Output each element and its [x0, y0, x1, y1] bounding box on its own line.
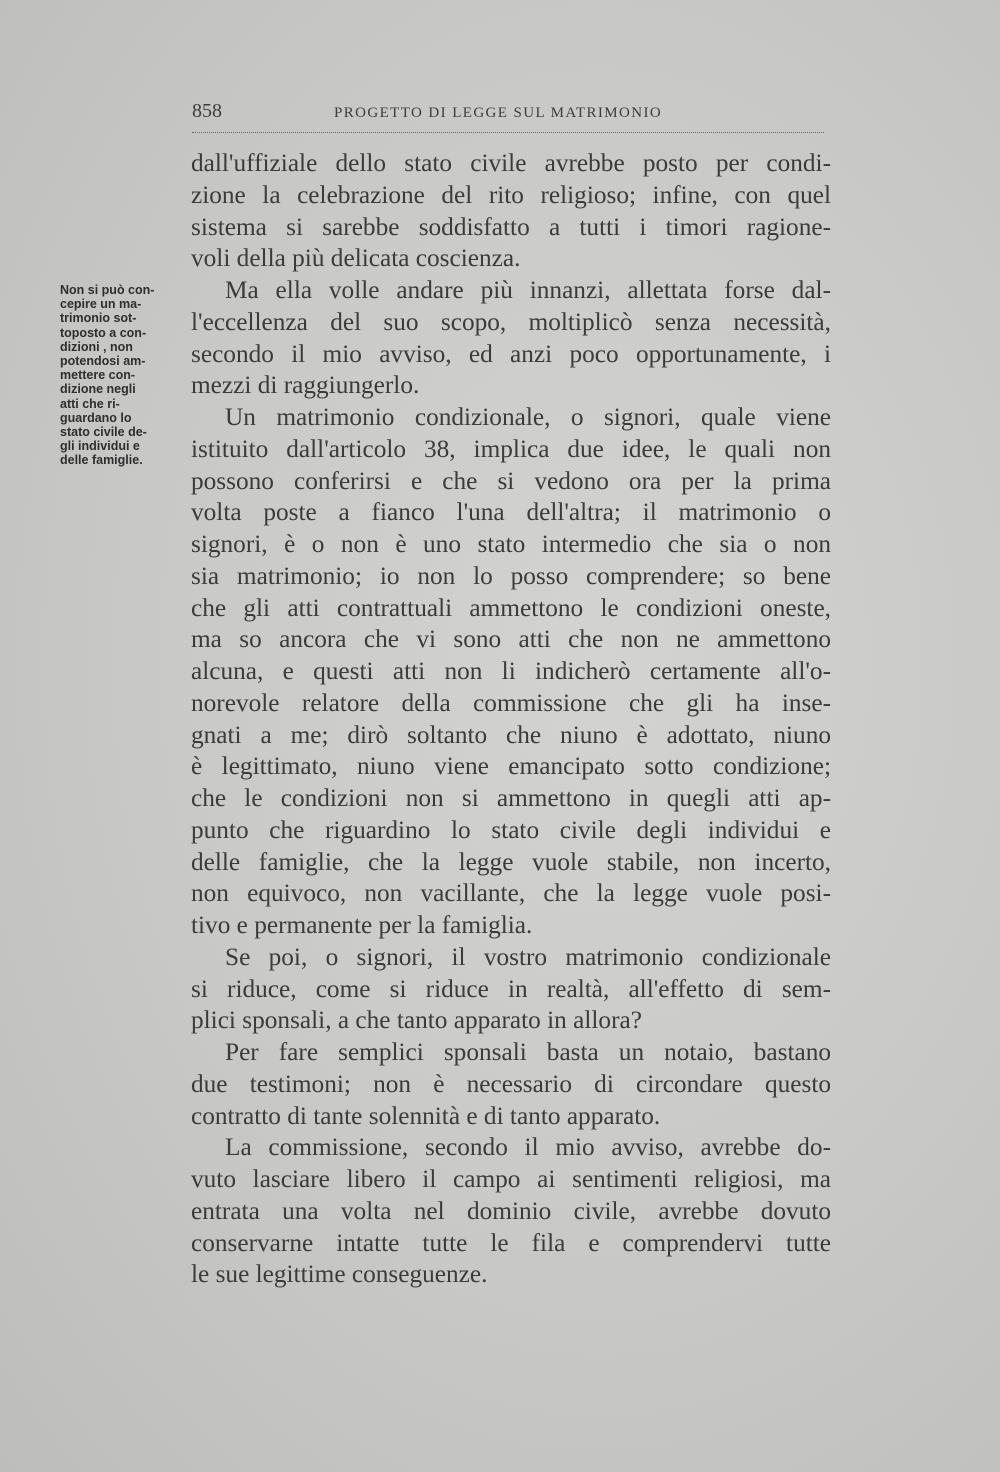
marginal-note-line: stato civile de-: [60, 425, 147, 440]
text-line: volta poste a fianco l'una dell'altra; il matrimonio o: [191, 498, 831, 527]
text-line: istituito dall'articolo 38, implica due idee, le quali non: [191, 434, 831, 463]
marginal-note-line: delle famiglie.: [60, 453, 143, 468]
text-line: vuto lasciare libero il campo ai sentimenti religiosi, ma: [191, 1165, 831, 1193]
text-line: che gli atti contrattuali ammettono le condizioni oneste,: [191, 593, 831, 622]
text-line: punto che riguardino lo stato civile degli individui e: [191, 815, 831, 844]
text-line: Se poi, o signori, il vostro matrimonio condizionale: [225, 942, 831, 971]
marginal-note-line: cepire un ma-: [60, 297, 142, 312]
text-line: conservarne intatte tutte le fila e comprendervi tutte: [191, 1228, 831, 1257]
text-line: le sue legittime conseguenze.: [191, 1260, 488, 1289]
running-head: PROGETTO DI LEGGE SUL MATRIMONIO: [334, 105, 663, 121]
text-line: plici sponsali, a che tanto apparato in allora?: [191, 1006, 642, 1035]
text-line: Ma ella volle andare più innanzi, allettata forse dal-: [225, 276, 831, 304]
marginal-note-line: potendosi am-: [60, 354, 146, 369]
text-line: mezzi di raggiungerlo.: [191, 371, 420, 400]
body-text: [191, 148, 831, 1291]
marginal-note-line: gli individui e: [60, 439, 140, 454]
text-line: La commissione, secondo il mio avviso, avrebbe do-: [225, 1133, 831, 1162]
marginal-note-line: mettere con-: [60, 368, 136, 383]
text-line: sistema si sarebbe soddisfatto a tutti i timori ragione-: [191, 212, 831, 241]
text-line: alcuna, e questi atti non li indicherò certamente all'o-: [191, 657, 831, 685]
text-line: tivo e permanente per la famiglia.: [191, 911, 533, 939]
marginal-note-line: guardano lo: [60, 410, 132, 425]
marginal-note-line: dizioni , non: [60, 339, 133, 354]
text-line: due testimoni; non è necessario di circondare questo: [191, 1069, 831, 1098]
text-line: zione la celebrazione del rito religioso; infine, con quel: [191, 180, 831, 209]
text-line: norevole relatore della commissione che gli ha inse-: [191, 688, 831, 717]
marginal-note: [60, 283, 185, 468]
text-line: è legittimato, niuno viene emancipato sotto condizione;: [191, 752, 831, 781]
text-line: gnati a me; dirò soltanto che niuno è adottato, niuno: [191, 720, 831, 749]
text-line: contratto di tante solennità e di tanto apparato.: [191, 1101, 661, 1130]
text-line: ma so ancora che vi sono atti che non ne ammettono: [191, 625, 831, 654]
marginal-note-line: dizione negli: [60, 382, 136, 397]
text-line: possono conferirsi e che si vedono ora per la prima: [191, 466, 831, 495]
text-line: secondo il mio avviso, ed anzi poco opportunamente, i: [191, 339, 831, 368]
text-line: dall'uffiziale dello stato civile avrebbe posto per condi-: [191, 149, 831, 177]
page-header: [192, 100, 824, 133]
marginal-note-line: atti che ri-: [60, 396, 120, 411]
text-line: Un matrimonio condizionale, o signori, quale viene: [225, 403, 831, 431]
marginal-note-line: toposto a con-: [60, 325, 147, 340]
text-line: delle famiglie, che la legge vuole stabile, non incerto,: [191, 847, 831, 876]
text-line: Per fare semplici sponsali basta un notaio, bastano: [225, 1038, 831, 1066]
text-line: non equivoco, non vacillante, che la legge vuole posi-: [191, 879, 831, 908]
text-line: signori, è o non è uno stato intermedio che sia o non: [191, 530, 831, 558]
page-number: 858: [192, 100, 222, 122]
text-line: entrata una volta nel dominio civile, avrebbe dovuto: [191, 1196, 831, 1225]
text-line: voli della più delicata coscienza.: [191, 244, 521, 273]
text-line: che le condizioni non si ammettono in quegli atti ap-: [191, 784, 831, 812]
text-line: si riduce, come si riduce in realtà, all'effetto di sem-: [191, 974, 831, 1003]
text-line: l'eccellenza del suo scopo, moltiplicò senza necessità,: [191, 307, 831, 336]
text-line: sia matrimonio; io non lo posso comprendere; so bene: [191, 561, 831, 590]
marginal-note-line: Non si può con-: [60, 283, 155, 297]
marginal-note-line: trimonio sot-: [60, 311, 137, 326]
